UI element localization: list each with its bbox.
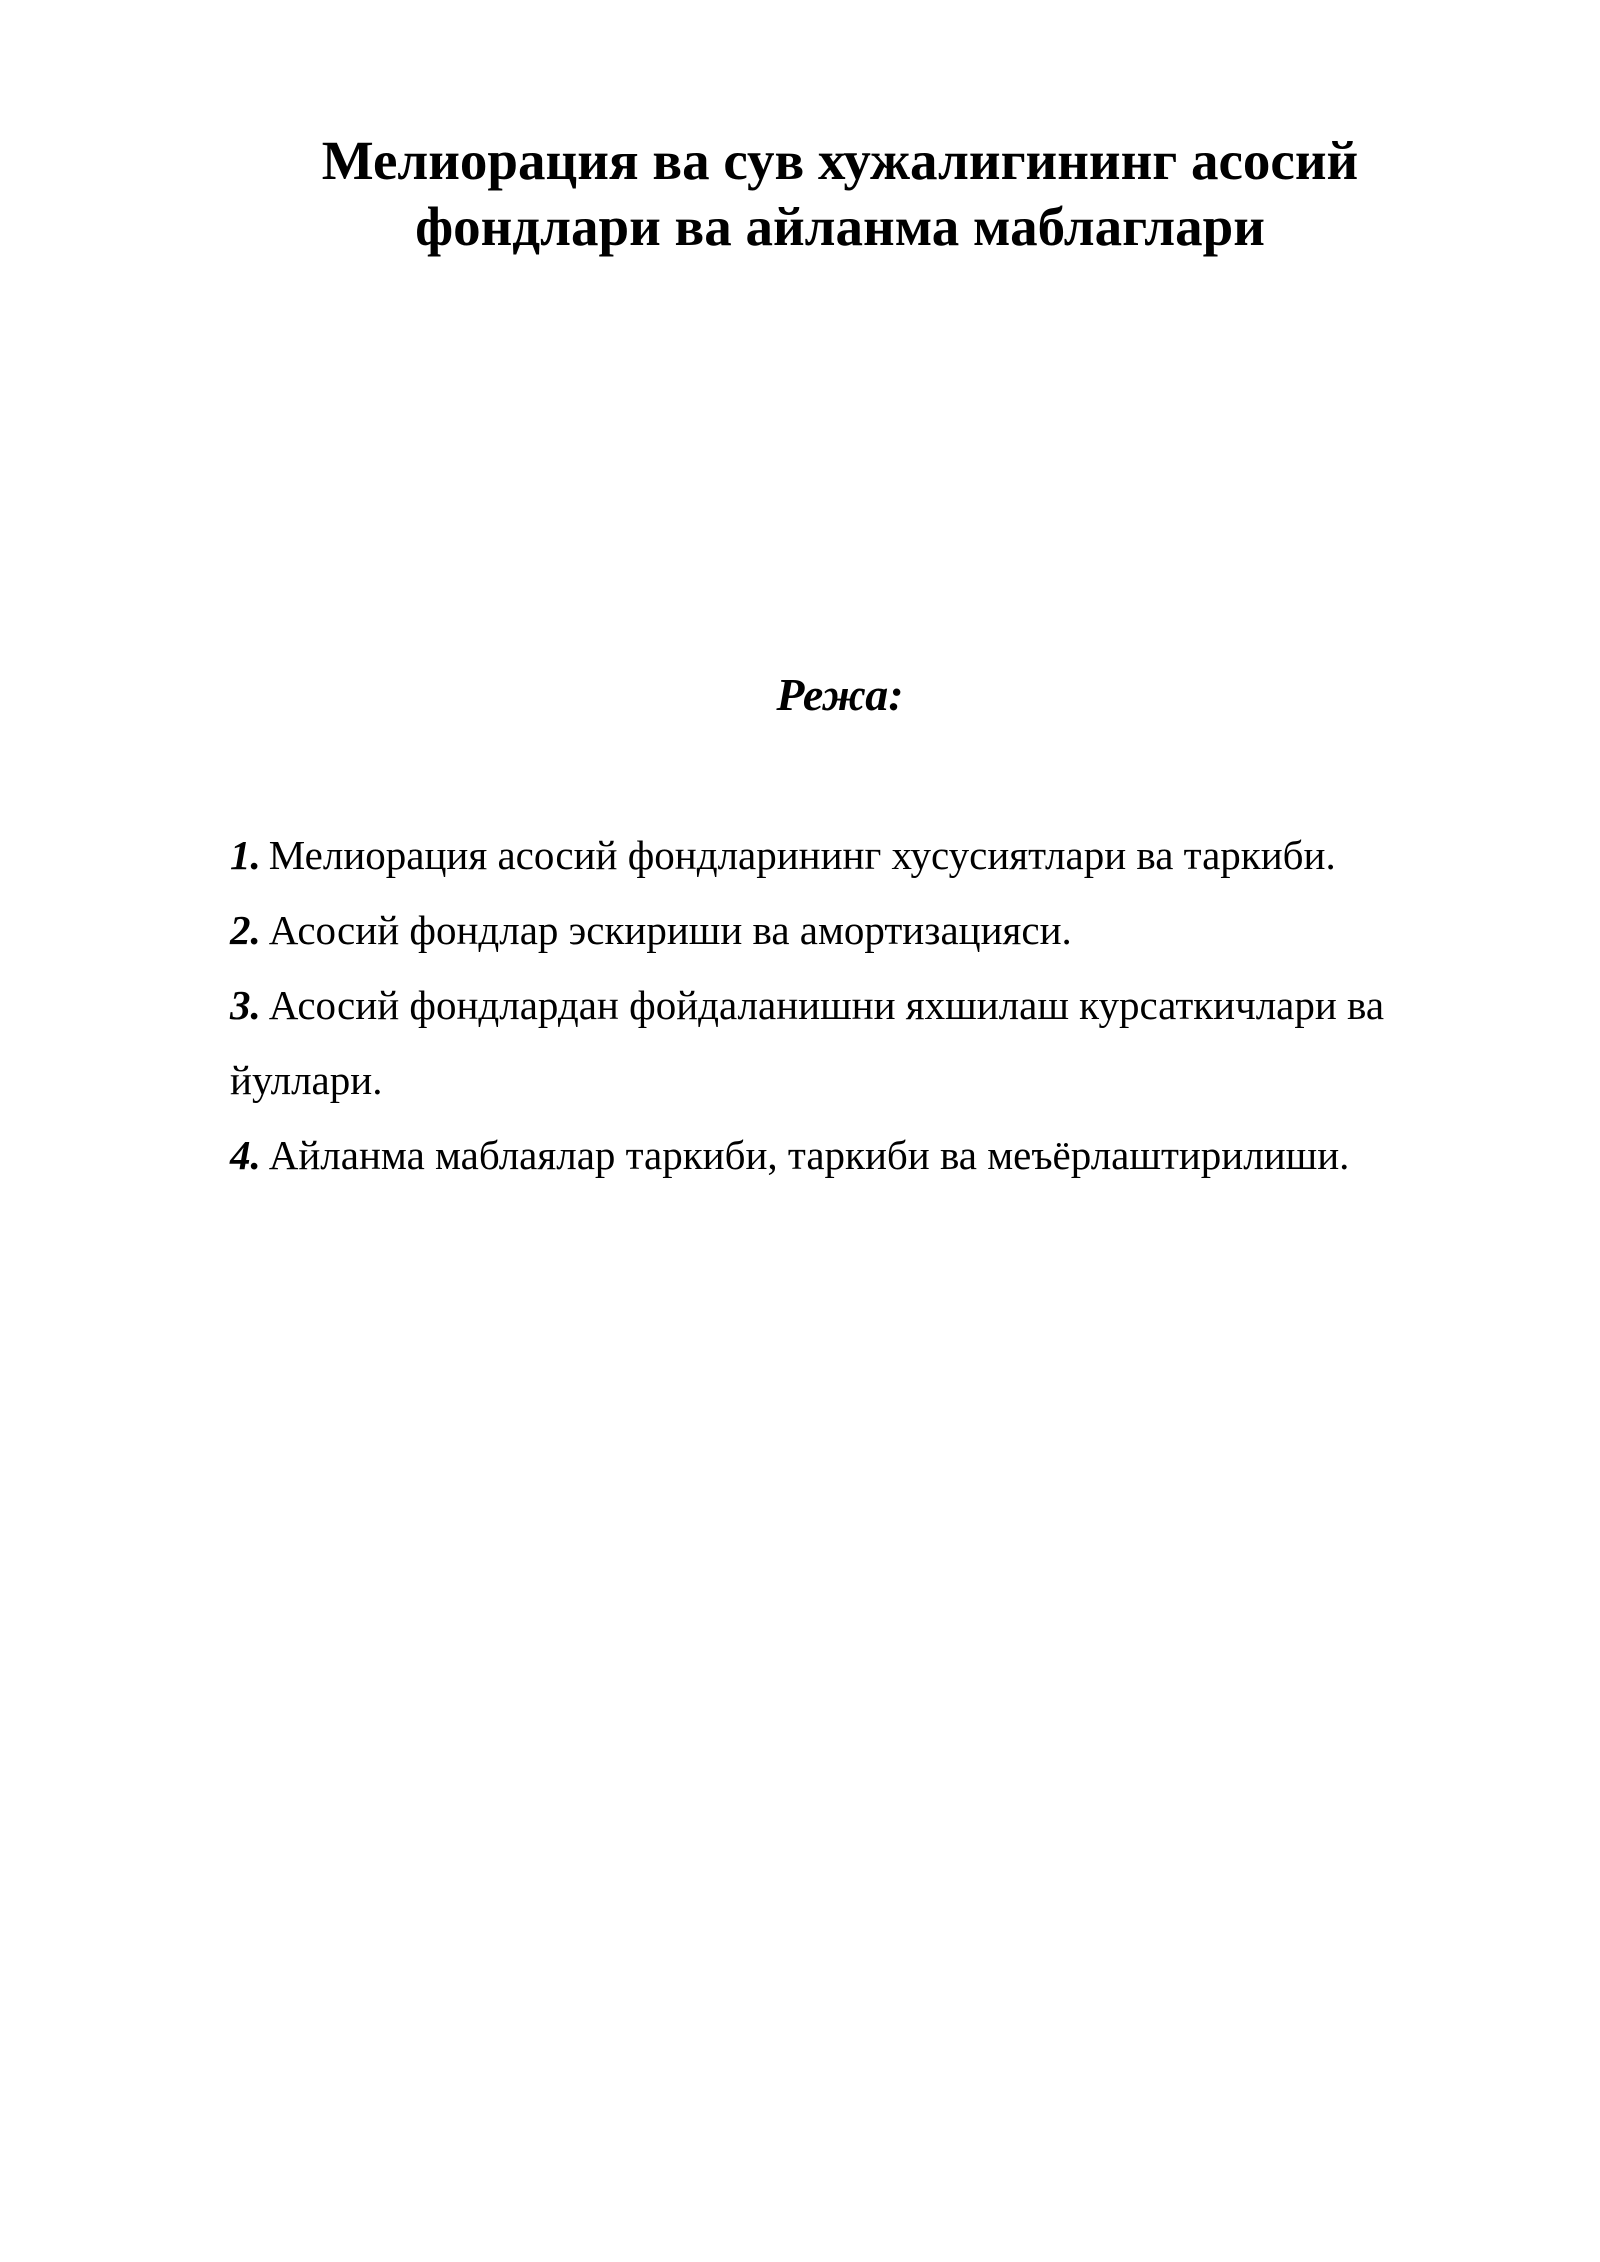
- plan-item-number: 2.: [230, 907, 261, 953]
- plan-item: [230, 818, 1470, 893]
- plan-item: [230, 893, 1470, 968]
- plan-item-number: 4.: [230, 1132, 261, 1178]
- plan-item-text: Мелиорация асосий фондларининг хусусиятлари ва таркиби.: [268, 832, 1336, 878]
- plan-item-text: Асосий фондлар эскириши ва амортизацияси.: [268, 907, 1072, 953]
- plan-list: [230, 818, 1470, 1193]
- plan-item-text: Асосий фондлардан фойдаланишни яхшилаш курсаткичлари ва йуллари.: [230, 982, 1385, 1103]
- plan-heading: Режа:: [776, 669, 904, 720]
- plan-item: [230, 1118, 1470, 1193]
- title-line-2: фондлари ва айланма маблаглари: [415, 196, 1265, 257]
- title-line-1: Мелиорация ва сув хужалигининг асосий: [321, 130, 1359, 191]
- document-title: [230, 128, 1450, 260]
- plan-item-number: 1.: [230, 832, 261, 878]
- plan-item-text: Айланма маблаялар таркиби, таркиби ва меъёрлаштирилиши.: [268, 1132, 1350, 1178]
- plan-item-number: 3.: [230, 982, 261, 1028]
- plan-item: [230, 968, 1470, 1118]
